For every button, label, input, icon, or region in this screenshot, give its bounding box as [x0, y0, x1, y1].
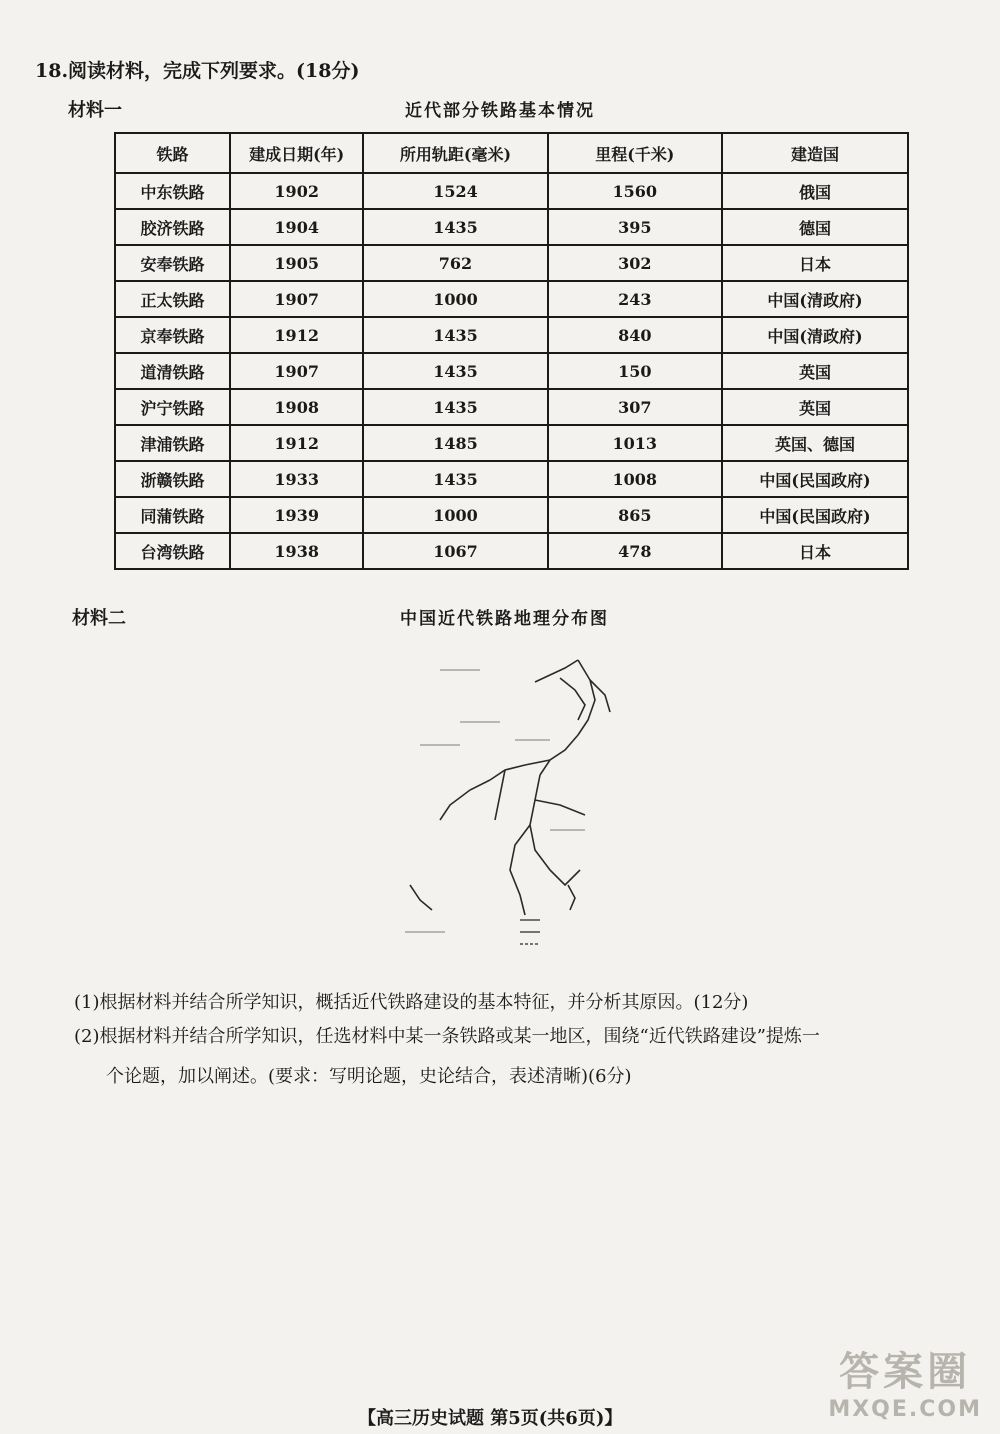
cell: 日本 — [722, 533, 908, 569]
table-header-row — [115, 133, 908, 173]
cell: 津浦铁路 — [115, 425, 230, 461]
header-year: 建成日期(年) — [230, 133, 363, 173]
watermark-url: MXQE.COM — [828, 1397, 982, 1422]
cell: 1435 — [363, 317, 547, 353]
railway-line — [560, 678, 585, 720]
cell: 1907 — [230, 353, 363, 389]
railway-line — [510, 825, 530, 915]
material2-caption: 中国近代铁路地理分布图 — [400, 609, 609, 629]
table-row — [115, 497, 908, 533]
cell: 1907 — [230, 281, 363, 317]
cell: 京奉铁路 — [115, 317, 230, 353]
railway-line — [490, 760, 550, 780]
cell: 中国(清政府) — [722, 317, 908, 353]
cell: 1908 — [230, 389, 363, 425]
watermark-logo — [828, 1340, 982, 1422]
cell: 1912 — [230, 425, 363, 461]
cell: 1485 — [363, 425, 547, 461]
cell: 1933 — [230, 461, 363, 497]
cell: 840 — [548, 317, 722, 353]
cell: 1067 — [363, 533, 547, 569]
cell: 1435 — [363, 353, 547, 389]
cell: 浙赣铁路 — [115, 461, 230, 497]
material2-label: 材料二 — [72, 608, 126, 629]
table-row — [115, 389, 908, 425]
cell: 307 — [548, 389, 722, 425]
cell: 762 — [363, 245, 547, 281]
map-legend — [520, 920, 540, 944]
railway-line — [550, 870, 580, 885]
cell: 1939 — [230, 497, 363, 533]
cell: 1912 — [230, 317, 363, 353]
cell: 英国 — [722, 353, 908, 389]
cell: 1904 — [230, 209, 363, 245]
cell: 1008 — [548, 461, 722, 497]
question-2-continued: 个论题，加以阐述。(要求：写明论题，史论结合，表述清晰)(6分) — [106, 1066, 632, 1087]
cell: 243 — [548, 281, 722, 317]
cell: 478 — [548, 533, 722, 569]
railway-line — [535, 660, 578, 682]
map-station-labels — [405, 670, 585, 932]
cell: 正太铁路 — [115, 281, 230, 317]
table-row — [115, 533, 908, 569]
table-row — [115, 353, 908, 389]
cell: 1435 — [363, 461, 547, 497]
cell: 1902 — [230, 173, 363, 209]
railway-line — [495, 770, 505, 820]
railway-line — [535, 800, 585, 815]
cell: 中东铁路 — [115, 173, 230, 209]
cell: 中国(清政府) — [722, 281, 908, 317]
railway-line — [530, 775, 550, 870]
cell: 胶济铁路 — [115, 209, 230, 245]
header-railway: 铁路 — [115, 133, 230, 173]
cell: 302 — [548, 245, 722, 281]
cell: 150 — [548, 353, 722, 389]
cell: 沪宁铁路 — [115, 389, 230, 425]
table-row — [115, 425, 908, 461]
cell: 1000 — [363, 497, 547, 533]
cell: 395 — [548, 209, 722, 245]
cell: 俄国 — [722, 173, 908, 209]
material1-caption: 近代部分铁路基本情况 — [405, 101, 595, 121]
cell: 道清铁路 — [115, 353, 230, 389]
header-gauge: 所用轨距(毫米) — [363, 133, 547, 173]
railway-line — [410, 885, 432, 910]
cell: 1524 — [363, 173, 547, 209]
cell: 英国、德国 — [722, 425, 908, 461]
cell: 日本 — [722, 245, 908, 281]
railway-table — [114, 132, 909, 570]
cell: 英国 — [722, 389, 908, 425]
table-row — [115, 281, 908, 317]
railway-lines — [410, 660, 610, 915]
page-footer: 【高三历史试题 第5页(共6页)】 — [358, 1408, 623, 1429]
cell: 1013 — [548, 425, 722, 461]
table-body — [115, 173, 908, 569]
material1-label: 材料一 — [68, 100, 122, 121]
question-title: 18.阅读材料，完成下列要求。(18分) — [35, 60, 360, 82]
table-row — [115, 173, 908, 209]
table-row — [115, 209, 908, 245]
cell: 865 — [548, 497, 722, 533]
table-row — [115, 461, 908, 497]
watermark-text: 答案圈 — [839, 1349, 972, 1395]
railway-line — [440, 780, 490, 820]
header-builder: 建造国 — [722, 133, 908, 173]
cell: 安奉铁路 — [115, 245, 230, 281]
railway-map — [400, 640, 630, 960]
cell: 1905 — [230, 245, 363, 281]
cell: 1435 — [363, 389, 547, 425]
railway-line — [540, 735, 578, 775]
cell: 1560 — [548, 173, 722, 209]
cell: 1435 — [363, 209, 547, 245]
cell: 德国 — [722, 209, 908, 245]
question-1: (1)根据材料并结合所学知识，概括近代铁路建设的基本特征，并分析其原因。(12分) — [74, 992, 749, 1013]
table-row — [115, 317, 908, 353]
question-2: (2)根据材料并结合所学知识，任选材料中某一条铁路或某一地区，围绕“近代铁路建设”提炼一 — [74, 1026, 820, 1047]
cell: 同蒲铁路 — [115, 497, 230, 533]
railway-line — [568, 885, 575, 910]
railway-map-svg — [400, 640, 630, 960]
cell: 中国(民国政府) — [722, 461, 908, 497]
cell: 1000 — [363, 281, 547, 317]
table-row — [115, 245, 908, 281]
cell: 中国(民国政府) — [722, 497, 908, 533]
cell: 台湾铁路 — [115, 533, 230, 569]
cell: 1938 — [230, 533, 363, 569]
header-length: 里程(千米) — [548, 133, 722, 173]
